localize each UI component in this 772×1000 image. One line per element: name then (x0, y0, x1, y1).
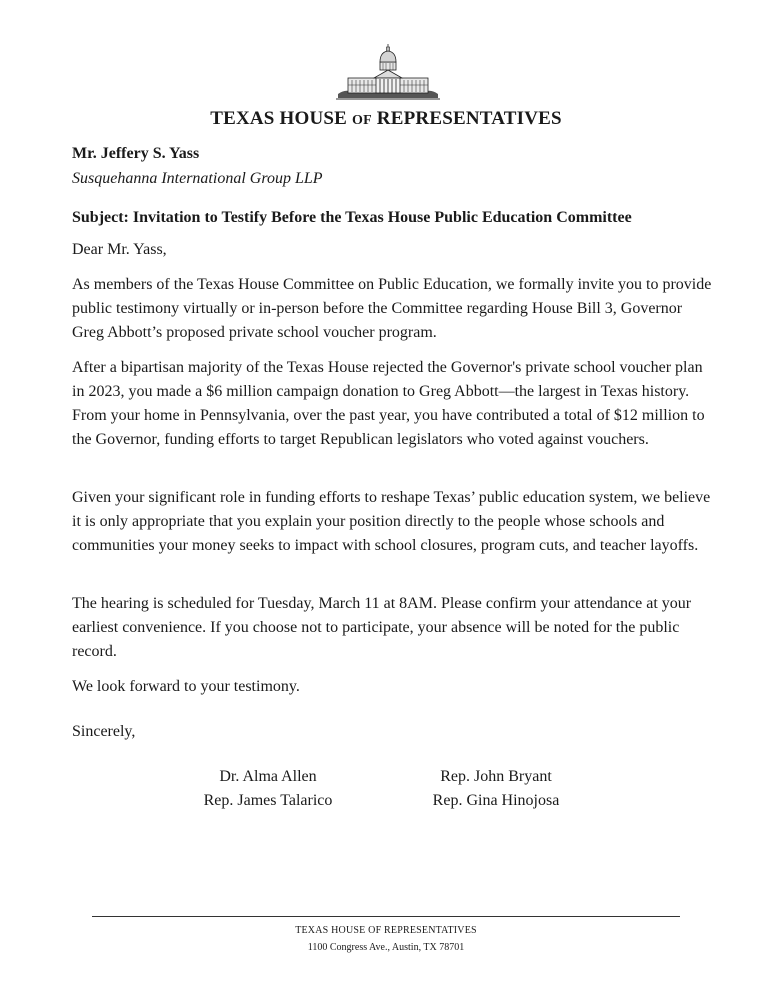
subject-line: Subject: Invitation to Testify Before the Texas House Public Education Committee (72, 209, 632, 226)
signatory-name: Rep. John Bryant (440, 768, 552, 785)
signatory-name: Rep. Gina Hinojosa (432, 792, 560, 809)
paragraph-donations: After a bipartisan majority of the Texas House rejected the Governor's private school voucher plan in 2023, you made a $6 million campaign donation to Greg Abbott—the largest in Texas history. From your home in Pennsylvania, over the past year, you have contributed a total of $12 million to the Governor, funding efforts to target Republican legislators who voted against vouchers. (72, 359, 705, 448)
signatory-name: Rep. James Talarico (203, 792, 333, 809)
footer-divider (92, 916, 680, 917)
paragraph-role: Given your significant role in funding efforts to reshape Texas’ public education system, we believe it is only appropriate that you explain your position directly to the people whose schools and communities your money seeks to impact with school closures, program cuts, and teacher layoffs. (72, 489, 711, 554)
letterhead-title: TEXAS HOUSE OF REPRESENTATIVES (210, 108, 562, 129)
paragraph-hearing: The hearing is scheduled for Tuesday, March 11 at 8AM. Please confirm your attendance at your earliest convenience. If you choose not to participate, your absence will be noted for the public record. (72, 595, 692, 660)
signatory-name: Dr. Alma Allen (219, 768, 317, 785)
salutation: Dear Mr. Yass, (72, 241, 167, 258)
paragraph-closing-remark: We look forward to your testimony. (72, 678, 300, 695)
capitol-building-icon (336, 44, 440, 102)
recipient-name: Mr. Jeffery S. Yass (72, 145, 200, 162)
recipient-company: Susquehanna International Group LLP (72, 170, 323, 187)
paragraph-invitation: As members of the Texas House Committee on Public Education, we formally invite you to provide public testimony virtually or in-person before the Committee regarding House Bill 3, Governor Greg Abbott’s proposed private school voucher program. (72, 276, 712, 341)
signatures-right (396, 765, 596, 813)
signatures-left (168, 765, 368, 813)
closing: Sincerely, (72, 723, 136, 740)
footer-org: TEXAS HOUSE OF REPRESENTATIVES (295, 925, 477, 936)
footer-address: 1100 Congress Ave., Austin, TX 78701 (307, 942, 465, 953)
